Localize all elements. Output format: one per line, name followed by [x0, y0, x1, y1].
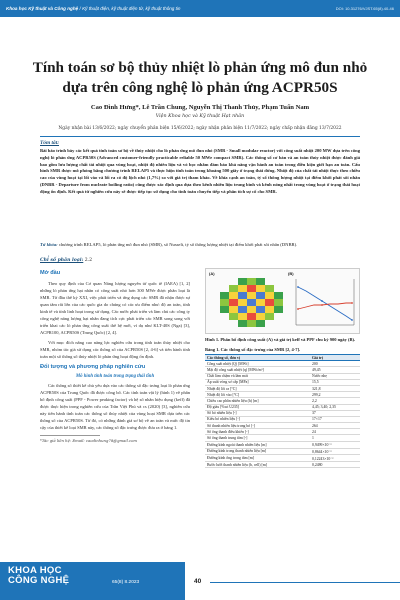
article-title: Tính toán sơ bộ thủy nhiệt lò phản ứng mô đun nhỏ dựa trên công nghệ lò phản ứng ACPR50S: [32, 59, 368, 96]
table-1-title: Bảng 1. Các thông số đặc trưng của SMR [2, 4-7].: [205, 347, 301, 352]
header-section-bold: Khoa học Kỹ thuật và Công nghệ: [6, 6, 79, 11]
table-cell-param: Chiều cao phần nhiên liệu (h) [m]: [205, 398, 310, 404]
intro-heading: Mở đầu: [40, 270, 61, 276]
keywords-label: Từ khóa:: [40, 242, 58, 247]
page-number: 40: [194, 578, 202, 585]
table-cell-param: Số bó nhiên liệu [-]: [205, 410, 310, 416]
classification: [40, 258, 92, 263]
table-cell-param: Số ống thanh trung tâm [-]: [205, 435, 310, 441]
header-section-rest: / Kỹ thuật điện, kỹ thuật điện tử, kỹ thuật thông tin: [78, 6, 181, 11]
methods-paragraph-1: Các thông số thiết kế chủ yếu dựa vào các thông số đặc trưng loại lò phản ứng ACPR50S của Trung Quốc đã được công bố. Các tính toán vật lý (hình 1) về phân bố định công suất (PPF - Power peaking factor) và hệ số nhân hiệu dụng (keff) đã được thực hiện trong nghiên cứu của Trần Việt Phú và cs (2020) [3], nghiên cứu này tiến hành tính toán các thông số thủy nhiệt của vùng hoạt SMR dựa trên các thông số của ACPR50S. Từ đó, có những đánh giá sơ bộ về an toàn và mức độ tin cậy của thiết kế loại SMR này, các thông số đặc trưng được đưa ra ở bảng 1.: [40, 383, 190, 430]
table-cell-param: Đường kính trong thanh nhiên liệu [m]: [205, 448, 310, 455]
figure-panel-a-label: (A): [209, 271, 215, 276]
table-cell-param: Đường kính ngoài thanh nhiên liệu [m]: [205, 441, 310, 448]
intro-paragraph-1: Theo quy định của Cơ quan Năng lượng nguyên tử quốc tế (IAEA) [1, 2] những lò phản ứng hạt nhân có công suất nhỏ hơn 300 MWe được phân loại là SMR. Từ đầu thế kỷ XXI, việc phát triển và ứng dụng các SMR đã nhận được sự quan tâm rất lớn của các quốc gia do chúng có các ưu điểm như: độ an toàn, tính kinh tế và tính linh hoạt trong sử dụng. Các nước phát triển và làm chủ các công ty công nghệ năng lượng hạt nhân đang tích cực phát triển các SMR song song với triển khai các lò phản ứng công suất thế hệ mới, ví dụ như KLT-40S (Nga) [3], ACPR100, ACPR50S (Trung Quốc) [2, 4].: [40, 281, 190, 335]
abstract-label: Tóm tắt:: [40, 140, 60, 146]
article-affiliation: Viện Khoa học và Kỹ thuật Hạt nhân: [155, 114, 245, 119]
article-authors: Cao Đình Hưng*, Lê Trần Chung, Nguyễn Thị Thanh Thủy, Phạm Tuấn Nam: [90, 104, 310, 111]
table-row: [205, 441, 360, 448]
issue-number: 65(8) 8.2023: [112, 580, 140, 585]
abstract-text: Bài báo trình bày các kết quả tính toán sơ bộ về thủy nhiệt cho lò phản ứng mô đun nhỏ (SMR - Small modular reactor) với công suất nhiệt 200 MW dựa trên công nghệ lò phản ứng ACPR50S (Advanced customer-friendly practicable reliable 50 MWe compact SMR). Các thông số cơ bản và an toàn thủy nhiệt được đánh giá bao gồm lưu lượng chất tải nhiệt qua vùng hoạt, nhiệt độ nhiên liệu và vỏ bọc nhằm đảm bảo khả năng vận hành an toàn trong điều kiện giới hạn an toàn. Cấu hình SMR được mô phỏng bằng chương trình RELAP5 và thực hiện tính toán trong khoảng 500 giây ở trạng thái dừng. Nhiệt độ của chất tải nhiệt thực theo chiều cao của vùng hoạt tại lối vào và lối ra có độ lệch nhỏ (1,7%) so với giá trị tham khảo. Về khía cạnh an toàn, tỷ số thông lượng nhiệt tại điểm khởi phát sôi nhân (DNBR - Departure from nucleate boiling ratio) cũng được xác định qua dựa theo kênh nhiên liệu trung bình và kênh nóng nhất trong vùng hoạt ở trạng thái hoạt động ổn định. Kết quả từ nghiên cứu này sẽ được tiếp tục sử dụng cho tính toán chuyển tiếp và phân tích sự cố cho SMR.: [40, 148, 360, 194]
table-cell-value: 0,8644×10⁻²: [310, 448, 360, 455]
table-cell-value: 0,12243×10⁻²: [310, 455, 360, 462]
table-cell-value: Nước nhẹ: [310, 373, 360, 379]
table-cell-value: 200: [310, 361, 360, 367]
table-header-cell: Giá trị: [310, 355, 360, 361]
table-cell-value: 15,5: [310, 379, 360, 385]
table-row: [205, 462, 360, 468]
table-cell-param: Áp suất vòng sơ cấp [MPa]: [205, 379, 310, 385]
table-header-cell: Các thông số, đơn vị: [205, 355, 310, 361]
doi-text[interactable]: DOI: 10.31276/VJST.65(8).40-46: [335, 6, 394, 11]
table-cell-param: Số thanh nhiên liệu trong bó [-]: [205, 423, 310, 429]
table-cell-param: Kiểu bó nhiên liệu [-]: [205, 416, 310, 422]
keywords: [40, 242, 360, 249]
body-right-column: [205, 268, 360, 468]
table-cell-param: Nhiệt độ lối ra [°C]: [205, 385, 310, 391]
table-cell-value: 0,9499×10⁻²: [310, 441, 360, 448]
table-cell-param: Độ giàu [%wt U235]: [205, 404, 310, 410]
table-cell-value: 37: [310, 410, 360, 416]
journal-footer: [0, 562, 400, 600]
table-cell-param: Đường kính ống trong tâm [m]: [205, 455, 310, 462]
journal-header: [0, 0, 400, 17]
table-row: [205, 455, 360, 462]
table-cell-value: 17×17: [310, 416, 360, 422]
table-cell-value: 49,45: [310, 367, 360, 373]
table-cell-value: 299,2: [310, 392, 360, 398]
header-section-path: [6, 6, 180, 11]
table-cell-param: Nhiệt độ lối vào [°C]: [205, 392, 310, 398]
table-cell-param: Bước lưới thanh nhiên liệu (b, cell) [m]: [205, 462, 310, 468]
article-dates: Ngày nhận bài 13/6/2022; ngày chuyển phản biện 15/6/2022; ngày nhận phản biện 11/7/2022; ngày chấp nhận đăng 13/7/2022: [58, 126, 342, 131]
table-cell-param: Công suất nhiệt (Q) [MWt]: [205, 361, 310, 367]
journal-logo-line-2: CÔNG NGHỆ: [8, 575, 70, 586]
table-cell-param: Số ống thanh điều khiển [-]: [205, 429, 310, 435]
keywords-text: chương trình RELAP5, lò phản ứng mô đun nhỏ (SMR), số Nusselt, tỷ số thông lượng nhiệt tại điểm khởi phát sôi nhân (DNBR).: [58, 242, 298, 247]
figure-1-graphic: [206, 269, 361, 335]
table-cell-value: 321,8: [310, 385, 360, 391]
figure-1: [205, 268, 360, 334]
journal-logo-line-1: KHOA HỌC: [8, 565, 62, 576]
table-cell-param: Chất làm chậm và làm mát: [205, 373, 310, 379]
body-left-column: [40, 270, 190, 443]
classification-label: Chỉ số phân loại:: [40, 258, 84, 263]
keff-ppf-plot: [296, 279, 354, 325]
table-cell-value: 24: [310, 429, 360, 435]
table-cell-param: Mật độ công suất nhiệt (q) [MWt/m³]: [205, 367, 310, 373]
footnote-divider: [40, 435, 100, 436]
table-row: [205, 448, 360, 455]
table-cell-value: 2,2: [310, 398, 360, 404]
classification-value: 2.2: [84, 258, 93, 263]
divider-top: [40, 136, 360, 137]
core-power-map: [220, 278, 283, 327]
footer-rule: [210, 582, 400, 583]
corresponding-author-footnote: *Tác giả liên hệ: Email: caodinhung78@gmail.com: [40, 438, 138, 443]
table-cell-value: 0,2480: [310, 462, 360, 468]
figure-1-caption: Hình 1. Phân bố định công suất (A) và giá trị keff và PPF chu kỳ 900 ngày (B).: [205, 337, 356, 342]
table-cell-value: 1: [310, 435, 360, 441]
intro-paragraph-2: Với mục đích nâng cao năng lực nghiên cứu trong tính toán thủy nhiệt cho SMR, nhóm tác giả sử dụng các thông số của ACPR50S [2, 4-6] và tiến hành tính toán một số thông số thủy nhiệt lò phản ứng hoạt động ổn định.: [40, 340, 190, 359]
table-cell-value: 264: [310, 423, 360, 429]
table-cell-value: 4,45; 3,40; 2,35: [310, 404, 360, 410]
figure-panel-b-label: (B): [288, 271, 294, 276]
methods-subheading: Mô hình tính toán trong trạng thái tĩnh: [75, 374, 155, 379]
methods-heading: Đối tượng và phương pháp nghiên cứu: [40, 364, 146, 370]
table-1: [205, 354, 360, 468]
